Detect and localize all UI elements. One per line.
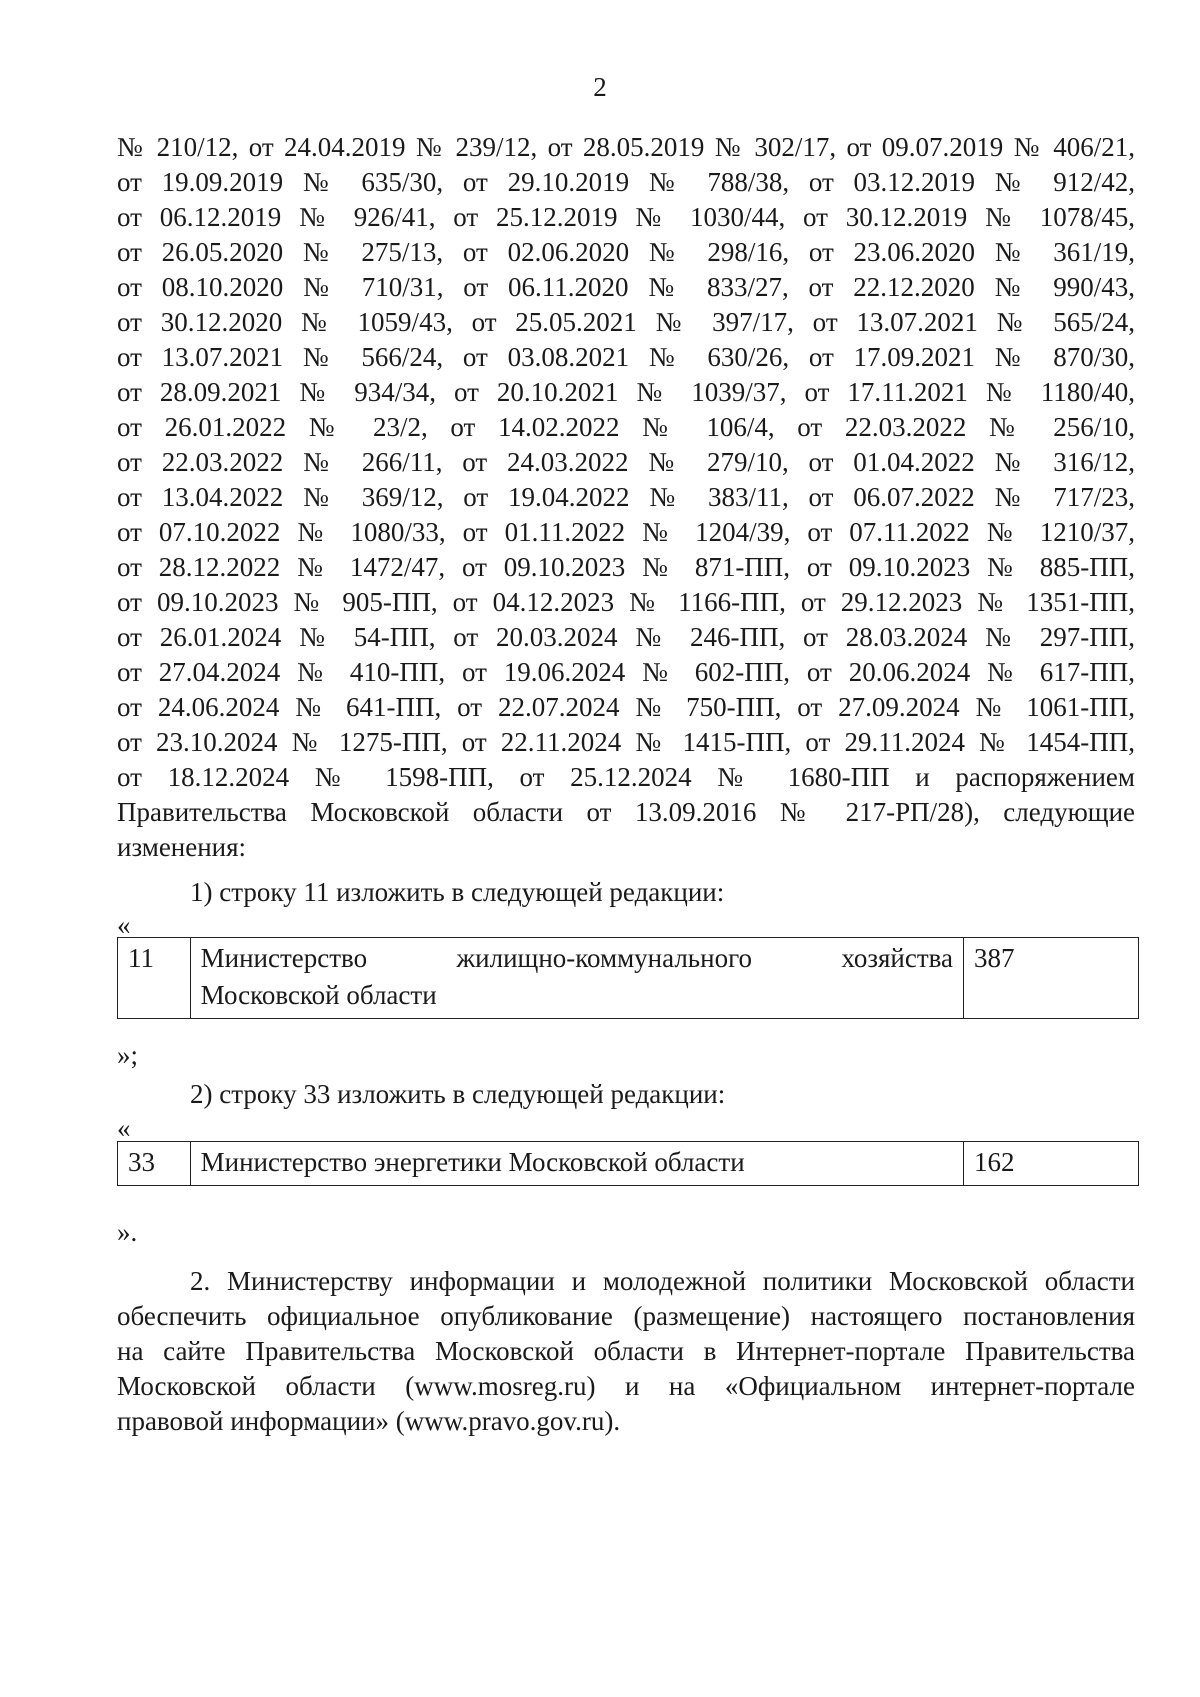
row-number: 33	[118, 1142, 191, 1186]
text-line: обеспечить официальное опубликование (размещение) настоящего постановления	[117, 1301, 1135, 1331]
text-line: от 07.10.2022 № 1080/33, от 01.11.2022 № 1204/39, от 07.11.2022 № 1210/37,	[117, 517, 1135, 547]
text-line: от 26.05.2020 № 275/13, от 02.06.2020 № 298/16, от 23.06.2020 № 361/19,	[117, 237, 1135, 267]
row-value: 162	[964, 1142, 1139, 1186]
text-line: на сайте Правительства Московской области в Интернет-портале Правительства	[117, 1336, 1135, 1366]
row-name: Министерство энергетики Московской области	[190, 1142, 963, 1186]
text-line: от 28.12.2022 № 1472/47, от 09.10.2023 № 871-ПП, от 09.10.2023 № 885-ПП,	[117, 552, 1135, 582]
item-heading: 2) строку 33 изложить в следующей редакции:	[190, 1079, 726, 1109]
row-name-part: Министерство	[200, 943, 368, 973]
text-line: от 26.01.2024 № 54-ПП, от 20.03.2024 № 246-ПП, от 28.03.2024 № 297-ПП,	[117, 622, 1135, 652]
table-row	[118, 938, 1139, 1019]
text-line: от 24.06.2024 № 641-ПП, от 22.07.2024 № 750-ПП, от 27.09.2024 № 1061-ПП,	[117, 692, 1135, 722]
open-quote: «	[117, 910, 131, 940]
text-line: от 09.10.2023 № 905-ПП, от 04.12.2023 № 1166-ПП, от 29.12.2023 № 1351-ПП,	[117, 587, 1135, 617]
text-line: Правительства Московской области от 13.09.2016 № 217-РП/28), следующие	[117, 797, 1135, 827]
amendment-table	[117, 937, 1139, 1019]
table-row	[118, 1142, 1139, 1186]
text-line: от 30.12.2020 № 1059/43, от 25.05.2021 № 397/17, от 13.07.2021 № 565/24,	[117, 307, 1135, 337]
amendment-table	[117, 1141, 1139, 1186]
text-line: от 13.04.2022 № 369/12, от 19.04.2022 № 383/11, от 06.07.2022 № 717/23,	[117, 482, 1135, 512]
row-name-part: хозяйства	[841, 943, 954, 973]
text-line: правовой информации» (www.pravo.gov.ru).	[117, 1406, 621, 1436]
text-line: от 18.12.2024 № 1598-ПП, от 25.12.2024 № 1680-ПП и распоряжением	[117, 762, 1135, 792]
close-quote: ».	[117, 1217, 138, 1247]
text-line: изменения:	[117, 832, 247, 862]
row-name-line2: Московской области	[200, 980, 437, 1010]
text-line: от 06.12.2019 № 926/41, от 25.12.2019 № 1030/44, от 30.12.2019 № 1078/45,	[117, 202, 1135, 232]
item-heading: 1) строку 11 изложить в следующей редакции:	[190, 877, 725, 907]
text-line: от 13.07.2021 № 566/24, от 03.08.2021 № 630/26, от 17.09.2021 № 870/30,	[117, 342, 1135, 372]
row-number: 11	[118, 938, 191, 1019]
text-line: от 23.10.2024 № 1275-ПП, от 22.11.2024 № 1415-ПП, от 29.11.2024 № 1454-ПП,	[117, 727, 1135, 757]
text-line: от 19.09.2019 № 635/30, от 29.10.2019 № 788/38, от 03.12.2019 № 912/42,	[117, 167, 1135, 197]
text-line: от 08.10.2020 № 710/31, от 06.11.2020 № 833/27, от 22.12.2020 № 990/43,	[117, 272, 1135, 302]
row-name-part: жилищно-коммунального	[456, 943, 752, 973]
text-line: 2. Министерству информации и молодежной политики Московской области	[190, 1266, 1135, 1296]
close-quote: »;	[117, 1040, 139, 1070]
text-line: от 22.03.2022 № 266/11, от 24.03.2022 № 279/10, от 01.04.2022 № 316/12,	[117, 447, 1135, 477]
open-quote: «	[117, 1113, 131, 1143]
text-line: от 27.04.2024 № 410-ПП, от 19.06.2024 № 602-ПП, от 20.06.2024 № 617-ПП,	[117, 657, 1135, 687]
text-line: № 210/12, от 24.04.2019 № 239/12, от 28.05.2019 № 302/17, от 09.07.2019 № 406/21,	[117, 132, 1135, 162]
row-value: 387	[964, 938, 1139, 1019]
page-number: 2	[593, 72, 607, 102]
text-line: от 26.01.2022 № 23/2, от 14.02.2022 № 106/4, от 22.03.2022 № 256/10,	[117, 412, 1135, 442]
text-line: от 28.09.2021 № 934/34, от 20.10.2021 № 1039/37, от 17.11.2021 № 1180/40,	[117, 377, 1135, 407]
row-name	[190, 938, 963, 1019]
text-line: Московской области (www.mosreg.ru) и на «Официальном интернет-портале	[117, 1371, 1135, 1401]
